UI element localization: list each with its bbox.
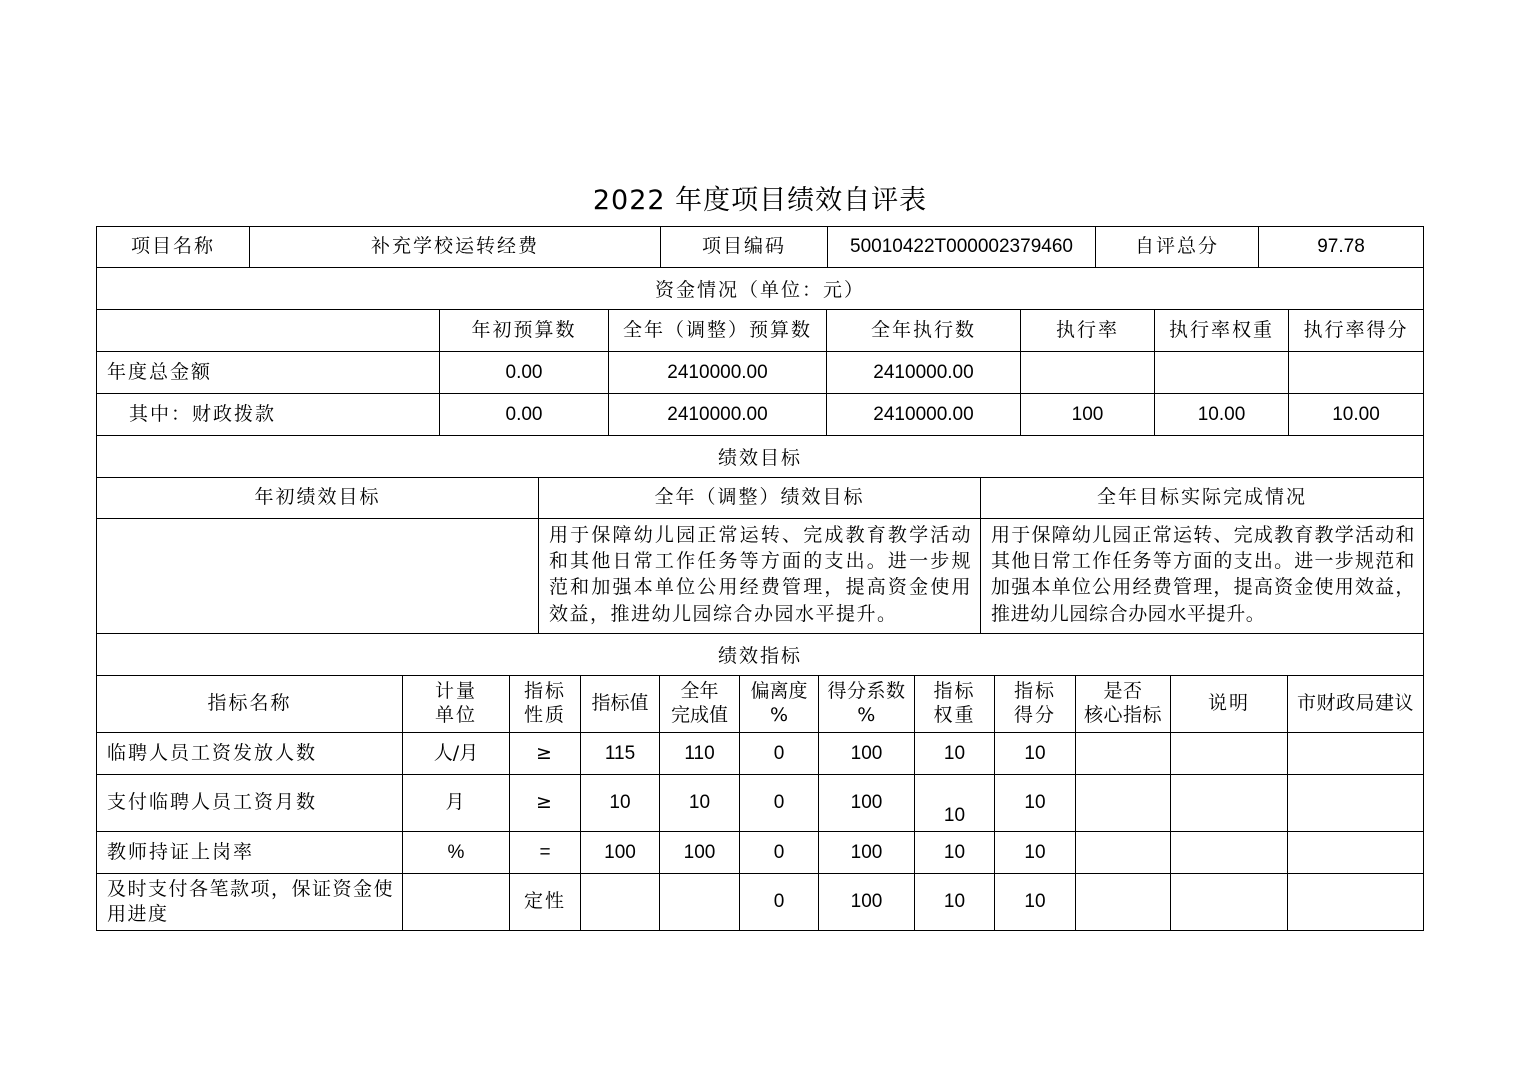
goals-initial-text	[97, 519, 539, 633]
indicator-advice	[1288, 775, 1423, 831]
project-name: 补充学校运转经费	[250, 227, 661, 267]
indicator-note	[1171, 832, 1288, 873]
funds-section-title: 资金情况（单位：元）	[654, 279, 865, 301]
project-name-label: 项目名称	[97, 227, 250, 267]
ind-col-name: 指标名称	[97, 676, 403, 732]
indicator-row	[96, 874, 1424, 931]
indicator-row	[96, 832, 1424, 874]
indicator-score: 10	[995, 874, 1076, 930]
indicator-unit: 人/月	[403, 733, 510, 774]
ind-col-deviation-line2: %	[769, 704, 789, 726]
indicator-unit: %	[403, 832, 510, 873]
goals-section-row	[96, 436, 1424, 478]
indicator-nature: =	[510, 832, 581, 873]
ind-col-done-line1: 全年	[680, 680, 719, 703]
indicator-name: 教师持证上岗率	[97, 832, 403, 873]
indicator-core	[1076, 832, 1171, 873]
ind-col-nature-line2: 性质	[523, 704, 566, 726]
funds-row-fiscal	[96, 394, 1424, 436]
indicator-advice	[1288, 733, 1423, 774]
ind-col-core-line2: 核心指标	[1083, 704, 1162, 726]
funds-col-score: 执行率得分	[1303, 318, 1409, 341]
funds-adjusted-value: 2410000.00	[609, 394, 827, 435]
goals-actual-text: 用于保障幼儿园正常运转、完成教育教学活动和其他日常工作任务等方面的支出。进一步规范和加强本单位公用经费管理，提高资金使用效益，推进幼儿园综合办园水平提升。	[991, 524, 1415, 625]
indicator-coefficient: 100	[819, 733, 915, 774]
indicator-coefficient: 100	[819, 874, 915, 930]
indicator-score: 10	[995, 775, 1076, 831]
funds-col-rate: 执行率	[1021, 310, 1155, 351]
funds-executed-value: 2410000.00	[827, 352, 1021, 393]
indicator-note	[1171, 733, 1288, 774]
indicator-value: 10	[581, 775, 660, 831]
indicator-value: 115	[581, 733, 660, 774]
indicator-deviation: 0	[740, 733, 819, 774]
indicator-note	[1171, 874, 1288, 930]
indicator-value: 100	[581, 832, 660, 873]
indicator-score: 10	[995, 733, 1076, 774]
indicator-advice	[1288, 874, 1423, 930]
indicator-weight: 10	[915, 733, 995, 774]
total-score: 97.78	[1317, 236, 1365, 258]
indicator-coefficient: 100	[819, 832, 915, 873]
indicators-header-row	[96, 676, 1424, 733]
page-title: 2022 年度项目绩效自评表	[592, 185, 928, 216]
indicator-deviation: 0	[740, 775, 819, 831]
indicator-unit	[403, 874, 510, 930]
ind-col-weight-line1: 指标	[933, 680, 976, 703]
indicator-nature: ≥	[510, 775, 581, 831]
funds-adjusted-value: 2410000.00	[609, 352, 827, 393]
indicator-core	[1076, 874, 1171, 930]
goals-header-row	[96, 478, 1424, 519]
ind-col-core-line1: 是否	[1103, 680, 1143, 703]
indicator-done: 10	[660, 775, 740, 831]
indicators-section-row	[96, 634, 1424, 676]
indicator-name: 及时支付各笔款项，保证资金使用进度	[97, 874, 403, 930]
goals-col-adjusted: 全年（调整）绩效目标	[539, 478, 981, 518]
indicator-core	[1076, 775, 1171, 831]
indicator-done	[660, 874, 740, 930]
ind-col-note: 说明	[1171, 676, 1288, 732]
indicator-nature: ≥	[510, 733, 581, 774]
goals-adjusted-text: 用于保障幼儿园正常运转、完成教育教学活动和其他日常工作任务等方面的支出。进一步规范和加强本单位公用经费管理，提高资金使用效益，推进幼儿园综合办园水平提升。	[539, 519, 981, 633]
ind-col-core	[1076, 676, 1171, 732]
goals-col-actual: 全年目标实际完成情况	[1096, 486, 1307, 509]
indicator-row	[96, 733, 1424, 775]
project-code: 50010422T000002379460	[828, 227, 1096, 267]
funds-weight-value	[1155, 352, 1289, 393]
indicator-coefficient: 100	[819, 775, 915, 831]
indicator-weight: 10	[915, 874, 995, 930]
ind-col-unit-line2: 单位	[434, 704, 477, 726]
funds-rate-value	[1021, 352, 1155, 393]
ind-col-weight	[915, 676, 995, 732]
funds-col-blank	[97, 310, 440, 351]
ind-col-unit-line1: 计量	[434, 680, 477, 703]
funds-row-label: 年度总金额	[97, 352, 440, 393]
project-code-label: 项目编码	[661, 227, 828, 267]
ind-col-score-line1: 指标	[1013, 680, 1056, 703]
funds-executed-value: 2410000.00	[827, 394, 1021, 435]
funds-initial-value: 0.00	[440, 352, 609, 393]
funds-header-row	[96, 310, 1424, 352]
indicator-done: 100	[660, 832, 740, 873]
ind-col-nature-line1: 指标	[523, 680, 566, 703]
ind-col-advice: 市财政局建议	[1296, 692, 1414, 715]
funds-col-adjusted: 全年（调整）预算数	[609, 310, 827, 351]
indicator-value	[581, 874, 660, 930]
ind-col-coefficient-line1: 得分系数	[827, 680, 906, 703]
goals-col-initial: 年初绩效目标	[97, 478, 539, 518]
indicator-deviation: 0	[740, 832, 819, 873]
indicator-weight: 10	[915, 832, 995, 873]
evaluation-table	[96, 226, 1424, 931]
funds-col-weight: 执行率权重	[1155, 310, 1289, 351]
total-score-label: 自评总分	[1096, 227, 1259, 267]
indicator-name: 支付临聘人员工资月数	[97, 775, 403, 831]
ind-col-deviation-line1: 偏离度	[750, 680, 808, 703]
ind-col-done-line2: 完成值	[670, 704, 728, 726]
funds-rate-value: 100	[1021, 394, 1155, 435]
indicator-name: 临聘人员工资发放人数	[97, 733, 403, 774]
project-info-row	[96, 226, 1424, 268]
ind-col-coefficient	[819, 676, 915, 732]
ind-col-value: 指标值	[581, 676, 660, 732]
funds-section-row	[96, 268, 1424, 310]
ind-col-weight-line2: 权重	[933, 704, 976, 726]
indicator-nature: 定性	[510, 874, 581, 930]
indicator-note	[1171, 775, 1288, 831]
ind-col-score	[995, 676, 1076, 732]
ind-col-unit	[403, 676, 510, 732]
funds-initial-value: 0.00	[440, 394, 609, 435]
funds-row-label: 其中：财政拨款	[97, 394, 440, 435]
funds-col-initial: 年初预算数	[440, 310, 609, 351]
indicator-score: 10	[995, 832, 1076, 873]
funds-col-executed: 全年执行数	[827, 310, 1021, 351]
indicator-row	[96, 775, 1424, 832]
indicator-unit: 月	[403, 775, 510, 831]
indicator-weight: 10	[915, 775, 995, 831]
indicator-advice	[1288, 832, 1423, 873]
ind-col-coefficient-line2: %	[857, 704, 876, 726]
indicator-core	[1076, 733, 1171, 774]
ind-col-nature	[510, 676, 581, 732]
goals-content-row	[96, 519, 1424, 634]
goals-section-title: 绩效目标	[717, 447, 802, 469]
funds-weight-value: 10.00	[1155, 394, 1289, 435]
ind-col-done	[660, 676, 740, 732]
funds-score-value: 10.00	[1332, 403, 1380, 425]
funds-row-total	[96, 352, 1424, 394]
funds-score-value	[1289, 352, 1423, 393]
ind-col-deviation	[740, 676, 819, 732]
indicators-section-title: 绩效指标	[717, 645, 802, 667]
indicator-deviation: 0	[740, 874, 819, 930]
ind-col-score-line2: 得分	[1013, 704, 1056, 726]
indicator-done: 110	[660, 733, 740, 774]
